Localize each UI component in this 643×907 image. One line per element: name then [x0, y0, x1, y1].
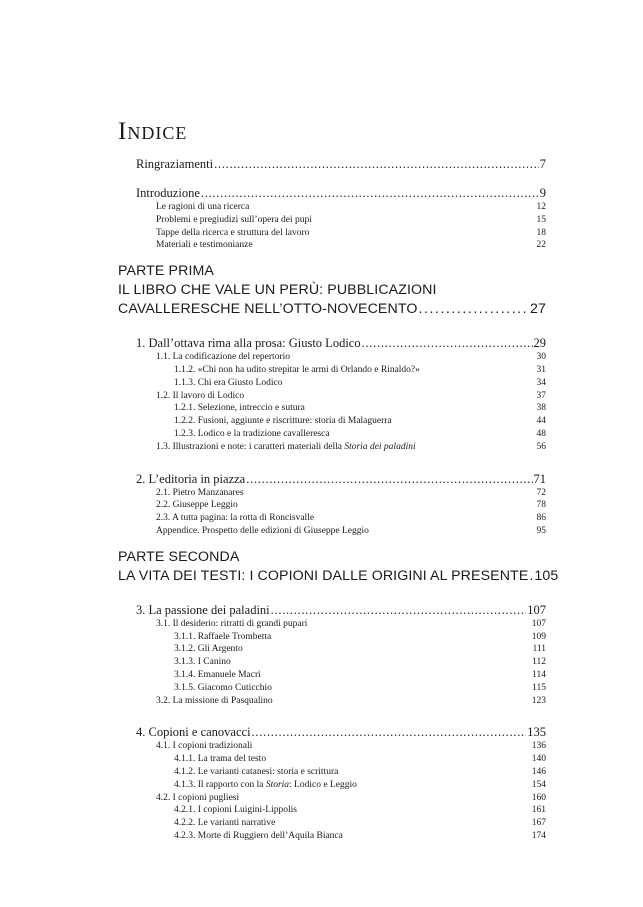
leader-dots [214, 156, 539, 172]
toc-subsubentry [118, 804, 546, 817]
toc-subsubentry [118, 682, 546, 695]
toc-subentry [118, 525, 546, 538]
leader-dots [271, 602, 527, 618]
entry-label: 4. Copioni e canovacci [136, 725, 251, 740]
table-of-contents [118, 118, 559, 843]
entry-label: Le ragioni di una ricerca [156, 202, 250, 212]
entry-page: 48 [536, 428, 546, 439]
entry-label: 3.1.2. Gli Argento [174, 644, 243, 655]
entry-page: 44 [536, 416, 546, 427]
toc-subentry [118, 441, 546, 454]
entry-label: 4.2.1. I copioni Luigini-Lippolis [174, 805, 297, 816]
entry-label: 1.2.1. Selezione, intreccio e sutura [174, 403, 305, 414]
page-title: Indice [118, 118, 188, 145]
toc-subsubentry [118, 656, 546, 669]
entry-label: 2.2. Giuseppe Leggio [156, 500, 238, 511]
part-title-line [118, 300, 546, 319]
entry-label: 1.1.2. «Chi non ha udito strepitar le armi di Orlando e Rinaldo?» [174, 364, 420, 375]
entry-label-italic: Storia [265, 779, 290, 790]
entry-page: 105 [534, 567, 559, 584]
entry-page: 123 [531, 695, 546, 706]
entry-page: 72 [536, 487, 546, 498]
toc-subentry [118, 487, 546, 500]
toc-chapter-1 [118, 335, 546, 351]
leader-dots [362, 335, 533, 351]
entry-label-text: 4.1.3. Il rapporto con la [174, 779, 266, 790]
entry-page: 167 [531, 818, 546, 829]
part-title-line: IL LIBRO CHE VALE UN PERÙ: PUBBLICAZIONI [118, 282, 437, 299]
toc-entry-introduzione [118, 185, 546, 201]
entry-page: 136 [531, 741, 546, 752]
entry-page: 174 [531, 830, 546, 841]
entry-label: Ringraziamenti [136, 157, 214, 171]
entry-label [156, 441, 416, 454]
toc-subentry [118, 512, 546, 525]
entry-page: 27 [530, 301, 546, 318]
entry-page: 161 [531, 805, 546, 816]
entry-label: 1.1. La codificazione del repertorio [156, 352, 290, 363]
entry-page: 38 [536, 403, 546, 414]
entry-page: 29 [533, 336, 546, 351]
entry-label-text: 1.3. Illustrazioni e note: i caratteri materiali della [156, 441, 345, 452]
toc-subsubentry [118, 766, 546, 779]
toc-subsubentry [118, 364, 546, 377]
entry-page: 86 [536, 513, 546, 524]
toc-subentry [118, 618, 546, 631]
entry-page: 154 [531, 779, 546, 790]
entry-page: 18 [536, 227, 546, 238]
entry-label: 4.1.2. Le varianti catanesi: storia e scrittura [174, 766, 339, 777]
toc-chapter-4 [118, 724, 546, 740]
entry-page: 135 [527, 725, 546, 740]
toc-subsubentry [118, 377, 546, 390]
entry-label: Materiali e testimonianze [156, 240, 253, 251]
entry-page: 9 [539, 186, 546, 200]
entry-label: Problemi e pregiudizi sull’opera dei pupi [156, 214, 312, 225]
entry-page: 37 [536, 390, 546, 401]
toc-subsubentry [118, 753, 546, 766]
part-label: PARTE SECONDA [118, 548, 240, 565]
toc-subentry [118, 227, 546, 240]
entry-page: 95 [536, 525, 546, 536]
toc-subentry [118, 239, 546, 252]
entry-page: 140 [531, 754, 546, 765]
toc-subsubentry [118, 779, 546, 792]
entry-page: 146 [531, 766, 546, 777]
entry-page: 109 [531, 631, 546, 642]
toc-subentry [118, 201, 546, 214]
toc-subsubentry [118, 402, 546, 415]
part-title-line [118, 567, 559, 586]
entry-page: 71 [533, 471, 546, 486]
part-title-text: LA VITA DEI TESTI: I COPIONI DALLE ORIGINI AL PRESENTE [118, 567, 529, 584]
entry-label: Introduzione [136, 186, 200, 200]
entry-page: 107 [527, 602, 546, 617]
leader-dots [252, 724, 527, 740]
entry-page: 7 [539, 157, 546, 171]
entry-label: 3.1.5. Giacomo Cuticchio [174, 682, 272, 693]
toc-subsubentry [118, 643, 546, 656]
toc-chapter-3 [118, 602, 546, 618]
toc-subsubentry [118, 830, 546, 843]
entry-label: Tappe della ricerca e struttura del lavoro [156, 227, 310, 238]
leader-dots [201, 185, 539, 201]
entry-label: 1. Dall’ottava rima alla prosa: Giusto Lodico [136, 336, 361, 351]
entry-label: 1.2.2. Fusioni, aggiunte e riscritture: storia di Malaguerra [174, 416, 392, 427]
entry-page: 56 [536, 441, 546, 452]
toc-entry-ringraziamenti [118, 156, 546, 172]
entry-page: 111 [532, 644, 546, 655]
entry-page: 115 [532, 682, 546, 693]
entry-label: 4.2.2. Le varianti narrative [174, 818, 276, 829]
entry-page: 112 [532, 657, 546, 668]
part-title-text: CAVALLERESCHE NELL’OTTO-NOVECENTO [118, 301, 418, 318]
entry-page: 78 [536, 500, 546, 511]
entry-label: 4.1. I copioni tradizionali [156, 741, 253, 752]
entry-label: 4.1.1. La trama del testo [174, 754, 267, 765]
entry-label: 3.1.4. Emanuele Macrì [174, 669, 261, 680]
entry-page: 34 [536, 377, 546, 388]
toc-subsubentry [118, 428, 546, 441]
entry-label: 1.2. Il lavoro di Lodico [156, 390, 245, 401]
entry-label: 3.1. Il desiderio: ritratti di grandi pupari [156, 618, 308, 629]
entry-page: 22 [536, 240, 546, 251]
entry-label [174, 779, 357, 792]
toc-subentry [118, 695, 546, 708]
toc-subsubentry [118, 631, 546, 644]
toc-subentry [118, 792, 546, 805]
entry-label-italic: Storia dei paladini [344, 441, 416, 452]
part-two-heading [118, 548, 559, 586]
entry-page: 160 [531, 792, 546, 803]
entry-label: 3. La passione dei paladini [136, 602, 270, 617]
entry-page: 12 [536, 202, 546, 212]
entry-page: 107 [531, 618, 546, 629]
entry-label: 3.1.3. I Canino [174, 657, 231, 668]
entry-label: 1.1.3. Chi era Giusto Lodico [174, 377, 283, 388]
leader-dots [246, 471, 532, 487]
entry-label: 4.2.3. Morte di Ruggiero dell’Aquila Bianca [174, 830, 343, 841]
toc-subsubentry [118, 817, 546, 830]
toc-subentry [118, 499, 546, 512]
toc-subsubentry [118, 415, 546, 428]
toc-subsubentry [118, 669, 546, 682]
entry-label: 1.2.3. Lodico e la tradizione cavalleresca [174, 428, 330, 439]
entry-label: 3.1.1. Raffaele Trombetta [174, 631, 272, 642]
entry-label: 3.2. La missione di Pasqualino [156, 695, 273, 706]
entry-label: Appendice. Prospetto delle edizioni di Giuseppe Leggio [156, 525, 369, 536]
entry-label: 2.3. A tutta pagina: la rotta di Roncisvalle [156, 513, 315, 524]
toc-chapter-2 [118, 471, 546, 487]
entry-page: 114 [532, 669, 546, 680]
entry-page: 30 [536, 352, 546, 363]
part-label: PARTE PRIMA [118, 263, 214, 280]
entry-page: 15 [536, 214, 546, 225]
toc-subentry [118, 740, 546, 753]
toc-subentry [118, 390, 546, 403]
toc-subentry [118, 214, 546, 227]
leader-dots [418, 300, 529, 319]
entry-label-text: : Lodico e Leggio [289, 779, 357, 790]
part-one-heading [118, 262, 546, 319]
leader-dots [529, 567, 533, 586]
toc-subentry [118, 351, 546, 364]
entry-label: 2. L’editoria in piazza [136, 471, 246, 486]
entry-page: 31 [536, 364, 546, 375]
entry-label: 4.2. I copioni pugliesi [156, 792, 240, 803]
entry-label: 2.1. Pietro Manzanares [156, 487, 244, 498]
